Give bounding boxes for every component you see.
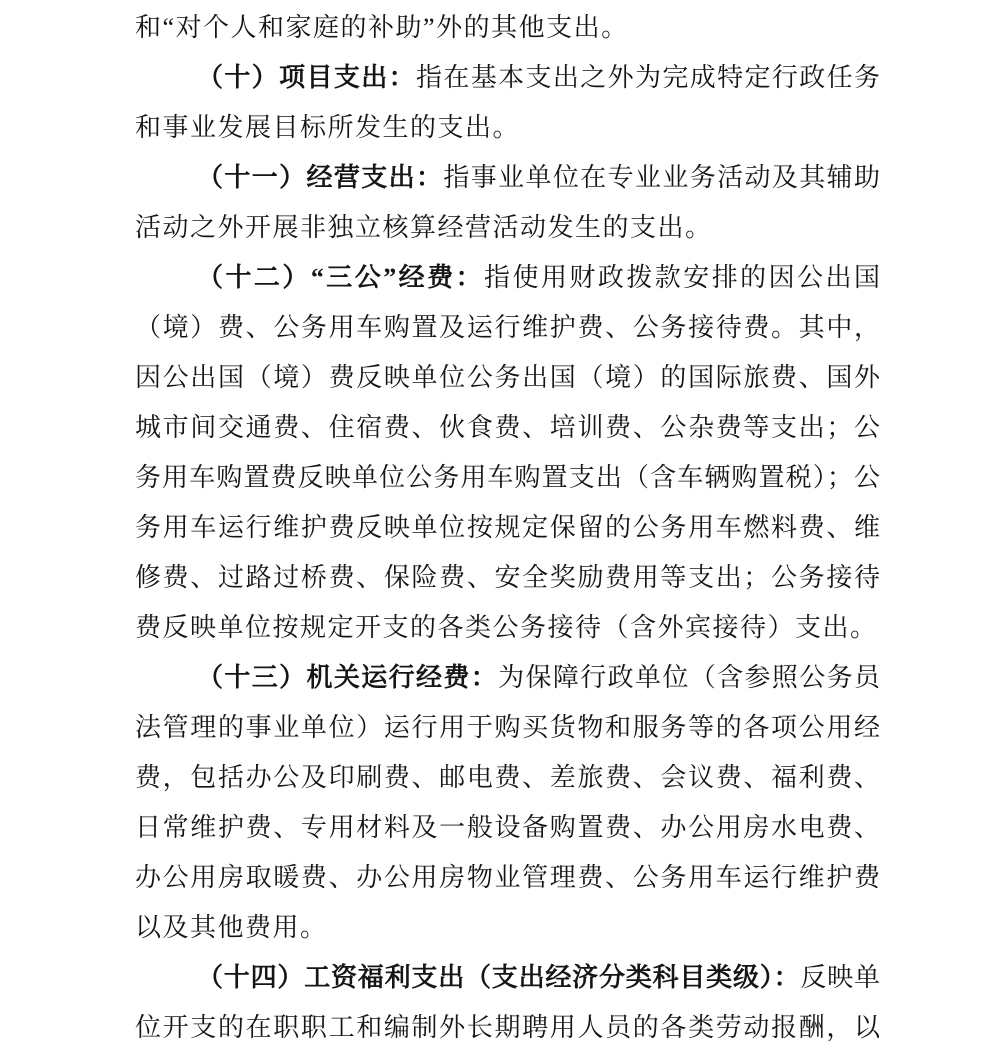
text-line <box>135 403 880 453</box>
line-text: 以及其他费用。 <box>135 913 328 942</box>
text-line <box>135 803 880 853</box>
line-text: （境）费、公务用车购置及运行维护费、公务接待费。其中， <box>135 313 880 342</box>
text-line <box>135 903 880 953</box>
line-text: 日常维护费、专用材料及一般设备购置费、办公用房水电费、 <box>135 813 880 842</box>
paragraph-heading: （十）项目支出： <box>197 63 416 92</box>
text-line <box>135 453 880 503</box>
line-text: 指使用财政拨款安排的因公出国 <box>484 263 880 292</box>
text-line <box>135 703 880 753</box>
text-line <box>135 853 880 903</box>
line-text: 费反映单位按规定开支的各类公务接待（含外宾接待）支出。 <box>135 613 878 642</box>
line-text: 因公出国（境）费反映单位公务出国（境）的国际旅费、国外 <box>135 363 880 392</box>
document-text <box>135 3 880 1053</box>
line-text: 和事业发展目标所发生的支出。 <box>135 113 521 142</box>
text-line <box>135 603 880 653</box>
line-text: 修费、过路过桥费、保险费、安全奖励费用等支出；公务接待 <box>135 563 880 592</box>
line-text: 法管理的事业单位）运行用于购买货物和服务等的各项公用经 <box>135 713 880 742</box>
text-line <box>135 953 880 1003</box>
line-text: 反映单 <box>800 963 880 992</box>
text-line <box>135 503 880 553</box>
text-line <box>135 353 880 403</box>
text-line <box>135 303 880 353</box>
text-line <box>135 153 880 203</box>
paragraph-heading: （十四）工资福利支出（支出经济分类科目类级）： <box>197 963 801 992</box>
text-line <box>135 53 880 103</box>
paragraph-heading: （十三）机关运行经费： <box>197 663 499 692</box>
text-line <box>135 3 880 53</box>
text-line <box>135 653 880 703</box>
text-line <box>135 1003 880 1053</box>
line-text: 为保障行政单位（含参照公务员 <box>498 663 880 692</box>
line-text: 位开支的在职职工和编制外长期聘用人员的各类劳动报酬，以 <box>135 1013 880 1042</box>
line-text: 务用车运行维护费反映单位按规定保留的公务用车燃料费、维 <box>135 513 880 542</box>
paragraph-heading: （十一）经营支出： <box>197 163 444 192</box>
paragraph-heading: （十二）“三公”经费： <box>197 263 485 292</box>
text-line <box>135 553 880 603</box>
line-text: 费，包括办公及印刷费、邮电费、差旅费、会议费、福利费、 <box>135 763 880 792</box>
text-line <box>135 753 880 803</box>
line-text: 和“对个人和家庭的补助”外的其他支出。 <box>135 13 629 42</box>
line-text: 务用车购置费反映单位公务用车购置支出（含车辆购置税）；公 <box>135 463 880 492</box>
line-text: 指事业单位在专业业务活动及其辅助 <box>443 163 880 192</box>
text-line <box>135 103 880 153</box>
line-text: 城市间交通费、住宿费、伙食费、培训费、公杂费等支出；公 <box>135 413 880 442</box>
line-text: 活动之外开展非独立核算经营活动发生的支出。 <box>135 213 713 242</box>
line-text: 办公用房取暖费、办公用房物业管理费、公务用车运行维护费 <box>135 863 880 892</box>
text-line <box>135 253 880 303</box>
text-line <box>135 203 880 253</box>
line-text: 指在基本支出之外为完成特定行政任务 <box>416 63 880 92</box>
